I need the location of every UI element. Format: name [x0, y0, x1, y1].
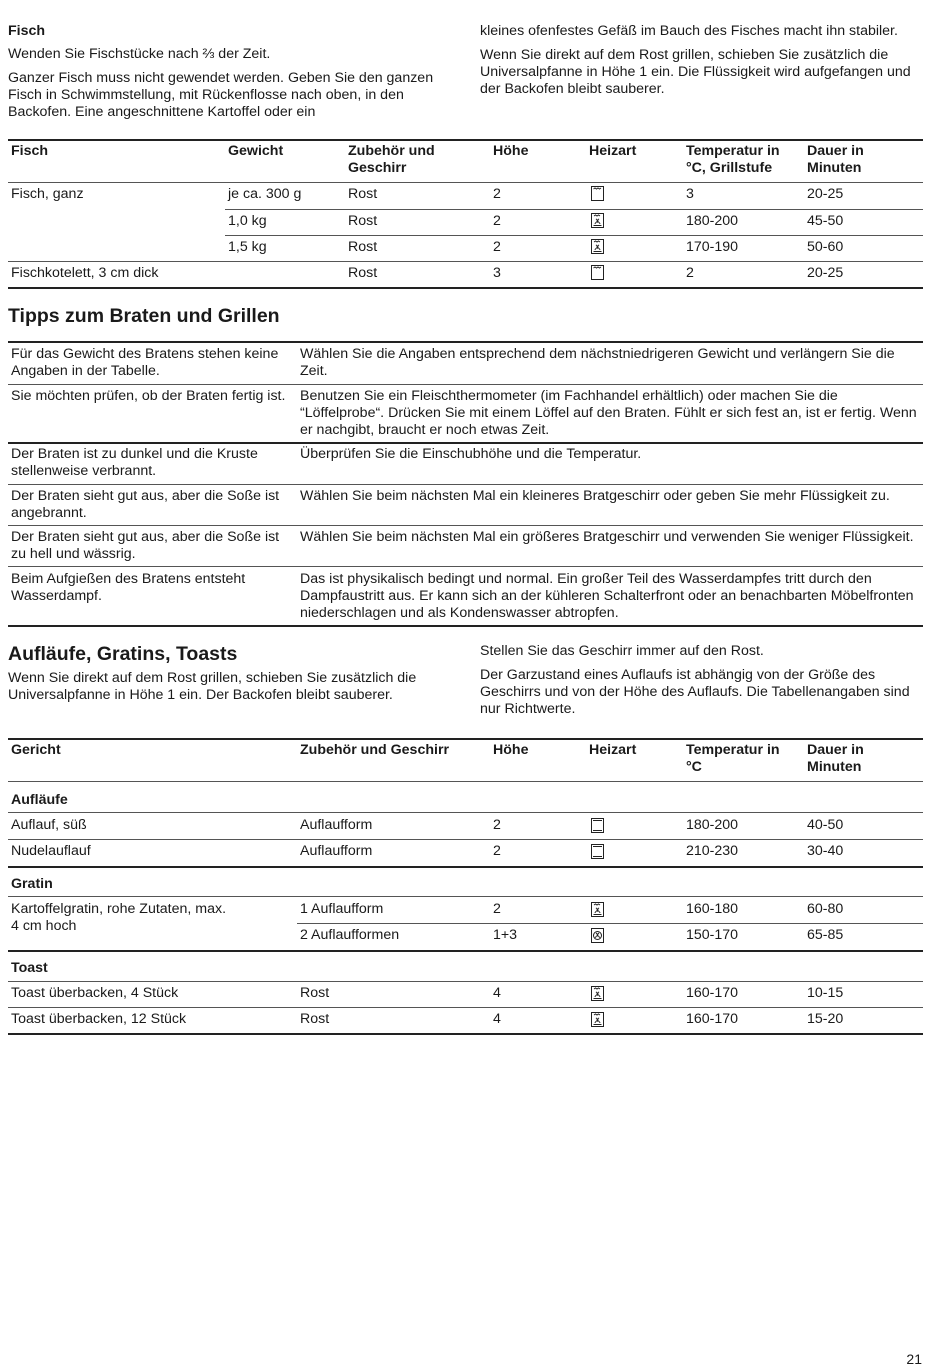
temperature: 150-170: [686, 927, 739, 943]
table-rule: [8, 182, 923, 183]
auflauf-table-header: Gericht: [11, 742, 61, 758]
shelf-height: 3: [493, 265, 501, 281]
circo-grill-icon: [591, 213, 604, 228]
grill-icon: [591, 186, 604, 201]
auflauf-table-header: Höhe: [493, 742, 529, 758]
auflauf-intro-left: [8, 670, 448, 711]
tip-advice: Benutzen Sie ein Fleischthermometer (im Fachhandel erhältlich) oder machen Sie die “Löffelprobe“. Drücken Sie mit einem Löffel auf den Braten. Fühlt er sich fest an, ist er fertig. Wenn er nachgibt, braucht er noch etwas Zeit.: [300, 388, 917, 438]
fisch-table-header: Temperatur in °C, Grillstufe: [686, 143, 780, 176]
table-rule: [8, 981, 923, 982]
table-rule: [8, 139, 923, 141]
table-rule: [225, 235, 923, 236]
table-rule: [8, 866, 923, 868]
shelf-height: 2: [493, 901, 501, 917]
tip-advice: Das ist physikalisch bedingt und normal. Ein großer Teil des Wasserdampfes tritt durch den Dampfaustritt aus. Er kann sich an der kühleren Schalterfront oder an benachbarten Möbelfronten niederschlagen und als Kondenswasser abtropfen.: [300, 571, 914, 621]
accessory: Rost: [300, 985, 330, 1001]
table-rule: [8, 261, 923, 262]
table-rule: [8, 287, 923, 289]
auflauf-paragraph-3: Der Garzustand eines Auflaufs ist abhängig von der Größe des Geschirrs und von der Höhe des Auflaufs. Die Tabellenangaben sind nur Richtwerte.: [480, 667, 910, 717]
table-rule: [8, 1033, 923, 1035]
table-rule: [8, 525, 923, 526]
auflauf-table-header: Dauer in Minuten: [807, 742, 864, 775]
table-rule: [8, 950, 923, 952]
shelf-height: 1+3: [493, 927, 518, 943]
table-rule: [8, 738, 923, 740]
dish-name: Auflauf, süß: [11, 817, 87, 833]
weight: je ca. 300 g: [228, 186, 302, 202]
shelf-height: 2: [493, 843, 501, 859]
fisch-table-header: Fisch: [11, 143, 49, 159]
shelf-height: 2: [493, 239, 501, 255]
accessory: Rost: [348, 239, 378, 255]
page-number: 21: [906, 1351, 922, 1367]
temperature: 160-170: [686, 1011, 739, 1027]
table-rule: [8, 1007, 923, 1008]
fisch-intro-right: [480, 23, 920, 105]
hot-air-icon: [591, 928, 604, 943]
tip-problem: Der Braten sieht gut aus, aber die Soße ist zu hell und wässrig.: [11, 529, 280, 562]
tip-advice: Wählen Sie die Angaben entsprechend dem nächstniedrigeren Gewicht und verlängern Sie die Zeit.: [300, 346, 895, 379]
tip-problem: Der Braten ist zu dunkel und die Kruste stellenweise verbrannt.: [11, 446, 258, 479]
temperature: 210-230: [686, 843, 739, 859]
shelf-height: 4: [493, 1011, 501, 1027]
duration: 15-20: [807, 1011, 844, 1027]
accessory: Auflaufform: [300, 817, 373, 833]
shelf-height: 4: [493, 985, 501, 1001]
fisch-paragraph-2: Ganzer Fisch muss nicht gewendet werden. Geben Sie den ganzen Fisch in Schwimmstellung, mit Rückenflosse nach oben, in den Backofen. Eine angeschnittene Kartoffel oder ein: [8, 70, 434, 120]
table-rule: [8, 812, 923, 813]
circo-grill-icon: [591, 902, 604, 917]
fisch-table-header: Gewicht: [228, 143, 284, 159]
shelf-height: 2: [493, 817, 501, 833]
table-rule: [8, 341, 923, 343]
shelf-height: 2: [493, 186, 501, 202]
table-rule: [8, 566, 923, 567]
tip-problem: Der Braten sieht gut aus, aber die Soße ist angebrannt.: [11, 488, 280, 521]
temperature: 180-200: [686, 817, 739, 833]
section-heading-auflauf: Aufläufe, Gratins, Toasts: [8, 643, 238, 665]
fisch-table-header: Höhe: [493, 143, 529, 159]
fish-name: Fisch, ganz: [11, 186, 84, 202]
fisch-paragraph-1: Wenden Sie Fischstücke nach ⅔ der Zeit.: [8, 46, 271, 62]
table-rule: [8, 896, 923, 897]
table-rule: [297, 923, 923, 924]
auflauf-table-header: Zubehör und Geschirr: [300, 742, 449, 758]
duration: 30-40: [807, 843, 844, 859]
table-rule: [8, 781, 923, 782]
dish-name: Toast überbacken, 4 Stück: [11, 985, 179, 1001]
duration: 60-80: [807, 901, 844, 917]
tip-advice: Wählen Sie beim nächsten Mal ein kleineres Bratgeschirr oder geben Sie mehr Flüssigkeit zu.: [300, 488, 890, 504]
top-bottom-heat-icon: [591, 818, 604, 833]
fisch-intro-left: [8, 23, 448, 128]
fisch-table-header: Heizart: [589, 143, 637, 159]
tip-problem: Beim Aufgießen des Bratens entsteht Wasserdampf.: [11, 571, 246, 604]
fisch-paragraph-4: Wenn Sie direkt auf dem Rost grillen, schieben Sie zusätzlich die Universalpfanne in Höhe 1 ein. Die Flüssigkeit wird aufgefangen und der Backofen bleibt sauberer.: [480, 47, 911, 97]
accessory: Rost: [348, 186, 378, 202]
auflauf-table-header: Temperatur in °C: [686, 742, 780, 775]
table-rule: [8, 442, 923, 444]
group-title: Toast: [11, 960, 48, 976]
circo-grill-icon: [591, 239, 604, 254]
tip-advice: Überprüfen Sie die Einschubhöhe und die Temperatur.: [300, 446, 642, 462]
duration: 20-25: [807, 186, 844, 202]
circo-grill-icon: [591, 986, 604, 1001]
auflauf-paragraph-1: Wenn Sie direkt auf dem Rost grillen, schieben Sie zusätzlich die Universalpfanne in Höhe 1 ein. Der Backofen bleibt sauberer.: [8, 670, 417, 703]
duration: 20-25: [807, 265, 844, 281]
section-heading-tipps: Tipps zum Braten und Grillen: [8, 305, 280, 327]
auflauf-intro-right: [480, 643, 920, 725]
dish-name: Toast überbacken, 12 Stück: [11, 1011, 187, 1027]
accessory: Auflaufform: [300, 843, 373, 859]
fisch-paragraph-3: kleines ofenfestes Gefäß im Bauch des Fisches macht ihn stabiler.: [480, 23, 898, 39]
temperature: 3: [686, 186, 694, 202]
accessory: 1 Auflaufform: [300, 901, 384, 917]
group-title: Gratin: [11, 876, 53, 892]
weight: 1,5 kg: [228, 239, 267, 255]
table-rule: [225, 209, 923, 210]
tip-problem: Sie möchten prüfen, ob der Braten fertig ist.: [11, 388, 286, 404]
fisch-heading: Fisch: [8, 23, 46, 39]
accessory: Rost: [300, 1011, 330, 1027]
group-title: Aufläufe: [11, 792, 68, 808]
dish-name: Nudelauflauf: [11, 843, 91, 859]
duration: 65-85: [807, 927, 844, 943]
fisch-table-header: Dauer in Minuten: [807, 143, 864, 176]
accessory: Rost: [348, 213, 378, 229]
table-rule: [8, 384, 923, 385]
auflauf-paragraph-2: Stellen Sie das Geschirr immer auf den Rost.: [480, 643, 764, 659]
duration: 50-60: [807, 239, 844, 255]
table-rule: [8, 484, 923, 485]
temperature: 160-170: [686, 985, 739, 1001]
duration: 45-50: [807, 213, 844, 229]
tip-advice: Wählen Sie beim nächsten Mal ein größeres Bratgeschirr und verwenden Sie weniger Flüssigkeit.: [300, 529, 914, 545]
dish-name: Kartoffelgratin, rohe Zutaten, max. 4 cm hoch: [11, 901, 227, 934]
accessory: 2 Auflaufformen: [300, 927, 400, 943]
duration: 10-15: [807, 985, 844, 1001]
table-rule: [8, 625, 923, 627]
grill-icon: [591, 265, 604, 280]
duration: 40-50: [807, 817, 844, 833]
temperature: 2: [686, 265, 694, 281]
fisch-table-header: Zubehör und Geschirr: [348, 143, 435, 176]
temperature: 180-200: [686, 213, 739, 229]
accessory: Rost: [348, 265, 378, 281]
shelf-height: 2: [493, 213, 501, 229]
weight: 1,0 kg: [228, 213, 267, 229]
circo-grill-icon: [591, 1012, 604, 1027]
auflauf-table-header: Heizart: [589, 742, 637, 758]
temperature: 160-180: [686, 901, 739, 917]
temperature: 170-190: [686, 239, 739, 255]
tip-problem: Für das Gewicht des Bratens stehen keine Angaben in der Tabelle.: [11, 346, 279, 379]
table-rule: [8, 839, 923, 840]
fish-name: Fischkotelett, 3 cm dick: [11, 265, 159, 281]
top-bottom-heat-icon: [591, 844, 604, 859]
